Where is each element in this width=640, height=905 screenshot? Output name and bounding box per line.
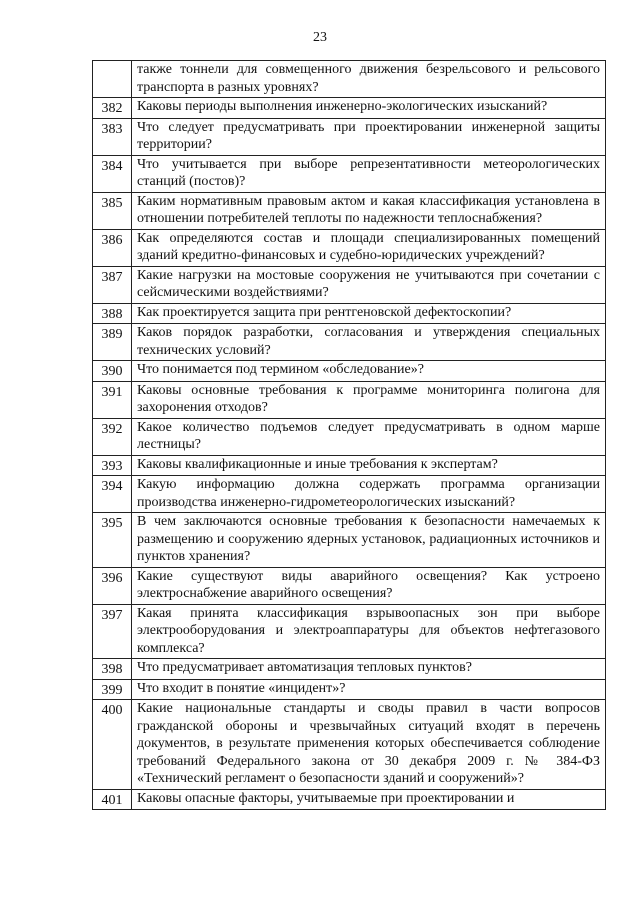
table-row [93, 455, 606, 476]
row-question: Какую информацию должна содержать программа организации производства инженерно-гидрометеорологических изысканий? [132, 476, 606, 513]
row-number: 396 [93, 567, 132, 604]
row-question: Каковы квалификационные и иные требования к экспертам? [132, 455, 606, 476]
row-question: В чем заключаются основные требования к безопасности намечаемых к размещению и сооружению ядерных установок, радиационных источников и пунктов хранения? [132, 513, 606, 568]
questions-table-body [93, 61, 606, 810]
table-row [93, 324, 606, 361]
row-number [93, 61, 132, 98]
row-number: 394 [93, 476, 132, 513]
row-number: 393 [93, 455, 132, 476]
table-row [93, 61, 606, 98]
row-number: 385 [93, 192, 132, 229]
table-row [93, 361, 606, 382]
table-row [93, 155, 606, 192]
table-row [93, 679, 606, 700]
row-question: Каковы опасные факторы, учитываемые при проектировании и [132, 789, 606, 810]
table-row [93, 513, 606, 568]
table-row [93, 567, 606, 604]
row-question: Каковы основные требования к программе мониторинга полигона для захоронения отходов? [132, 381, 606, 418]
row-number: 398 [93, 659, 132, 680]
page-number: 23 [313, 30, 327, 45]
row-question: Какие существуют виды аварийного освещения? Как устроено электроснабжение аварийного освещения? [132, 567, 606, 604]
table-row [93, 118, 606, 155]
table-row [93, 604, 606, 659]
row-question: Каков порядок разработки, согласования и утверждения специальных технических условий? [132, 324, 606, 361]
table-row [93, 266, 606, 303]
row-question: Что предусматривает автоматизация тепловых пунктов? [132, 659, 606, 680]
row-number: 389 [93, 324, 132, 361]
row-question: Что учитывается при выборе репрезентативности метеорологических станций (постов)? [132, 155, 606, 192]
row-number: 390 [93, 361, 132, 382]
row-question: Что входит в понятие «инцидент»? [132, 679, 606, 700]
table-row [93, 303, 606, 324]
row-number: 397 [93, 604, 132, 659]
table-row [93, 381, 606, 418]
questions-table [92, 60, 606, 810]
table-row [93, 192, 606, 229]
row-question: Каким нормативным правовым актом и какая классификация установлена в отношении потребителей теплоты по надежности теплоснабжения? [132, 192, 606, 229]
row-number: 400 [93, 700, 132, 790]
row-number: 395 [93, 513, 132, 568]
row-number: 399 [93, 679, 132, 700]
row-number: 382 [93, 98, 132, 119]
row-number: 391 [93, 381, 132, 418]
row-number: 387 [93, 266, 132, 303]
row-number: 384 [93, 155, 132, 192]
row-question: Какое количество подъемов следует предусматривать в одном марше лестницы? [132, 418, 606, 455]
row-number: 392 [93, 418, 132, 455]
table-row [93, 659, 606, 680]
row-question: Какие национальные стандарты и своды правил в части вопросов гражданской обороны и чрезвычайных ситуаций входят в перечень документов, в результате применения которых обеспечивается соблюдение требований Федерального закона от 30 декабря 2009 г. № 384-ФЗ «Технический регламент о безопасности зданий и сооружений»? [132, 700, 606, 790]
row-question: Что понимается под термином «обследование»? [132, 361, 606, 382]
table-row [93, 789, 606, 810]
table-row [93, 476, 606, 513]
table-row [93, 418, 606, 455]
row-question: также тоннели для совмещенного движения безрельсового и рельсового транспорта в разных уровнях? [132, 61, 606, 98]
row-question: Какие нагрузки на мостовые сооружения не учитываются при сочетании с сейсмическими воздействиями? [132, 266, 606, 303]
row-question: Что следует предусматривать при проектировании инженерной защиты территории? [132, 118, 606, 155]
row-question: Какая принята классификация взрывоопасных зон при выборе электрооборудования и электроаппаратуры для объектов нефтегазового комплекса? [132, 604, 606, 659]
row-number: 388 [93, 303, 132, 324]
table-row [93, 229, 606, 266]
row-number: 401 [93, 789, 132, 810]
row-number: 386 [93, 229, 132, 266]
row-number: 383 [93, 118, 132, 155]
row-question: Как проектируется защита при рентгеновской дефектоскопии? [132, 303, 606, 324]
table-row [93, 700, 606, 790]
row-question: Каковы периоды выполнения инженерно-экологических изысканий? [132, 98, 606, 119]
row-question: Как определяются состав и площади специализированных помещений зданий кредитно-финансовых и судебно-юридических учреждений? [132, 229, 606, 266]
table-row [93, 98, 606, 119]
